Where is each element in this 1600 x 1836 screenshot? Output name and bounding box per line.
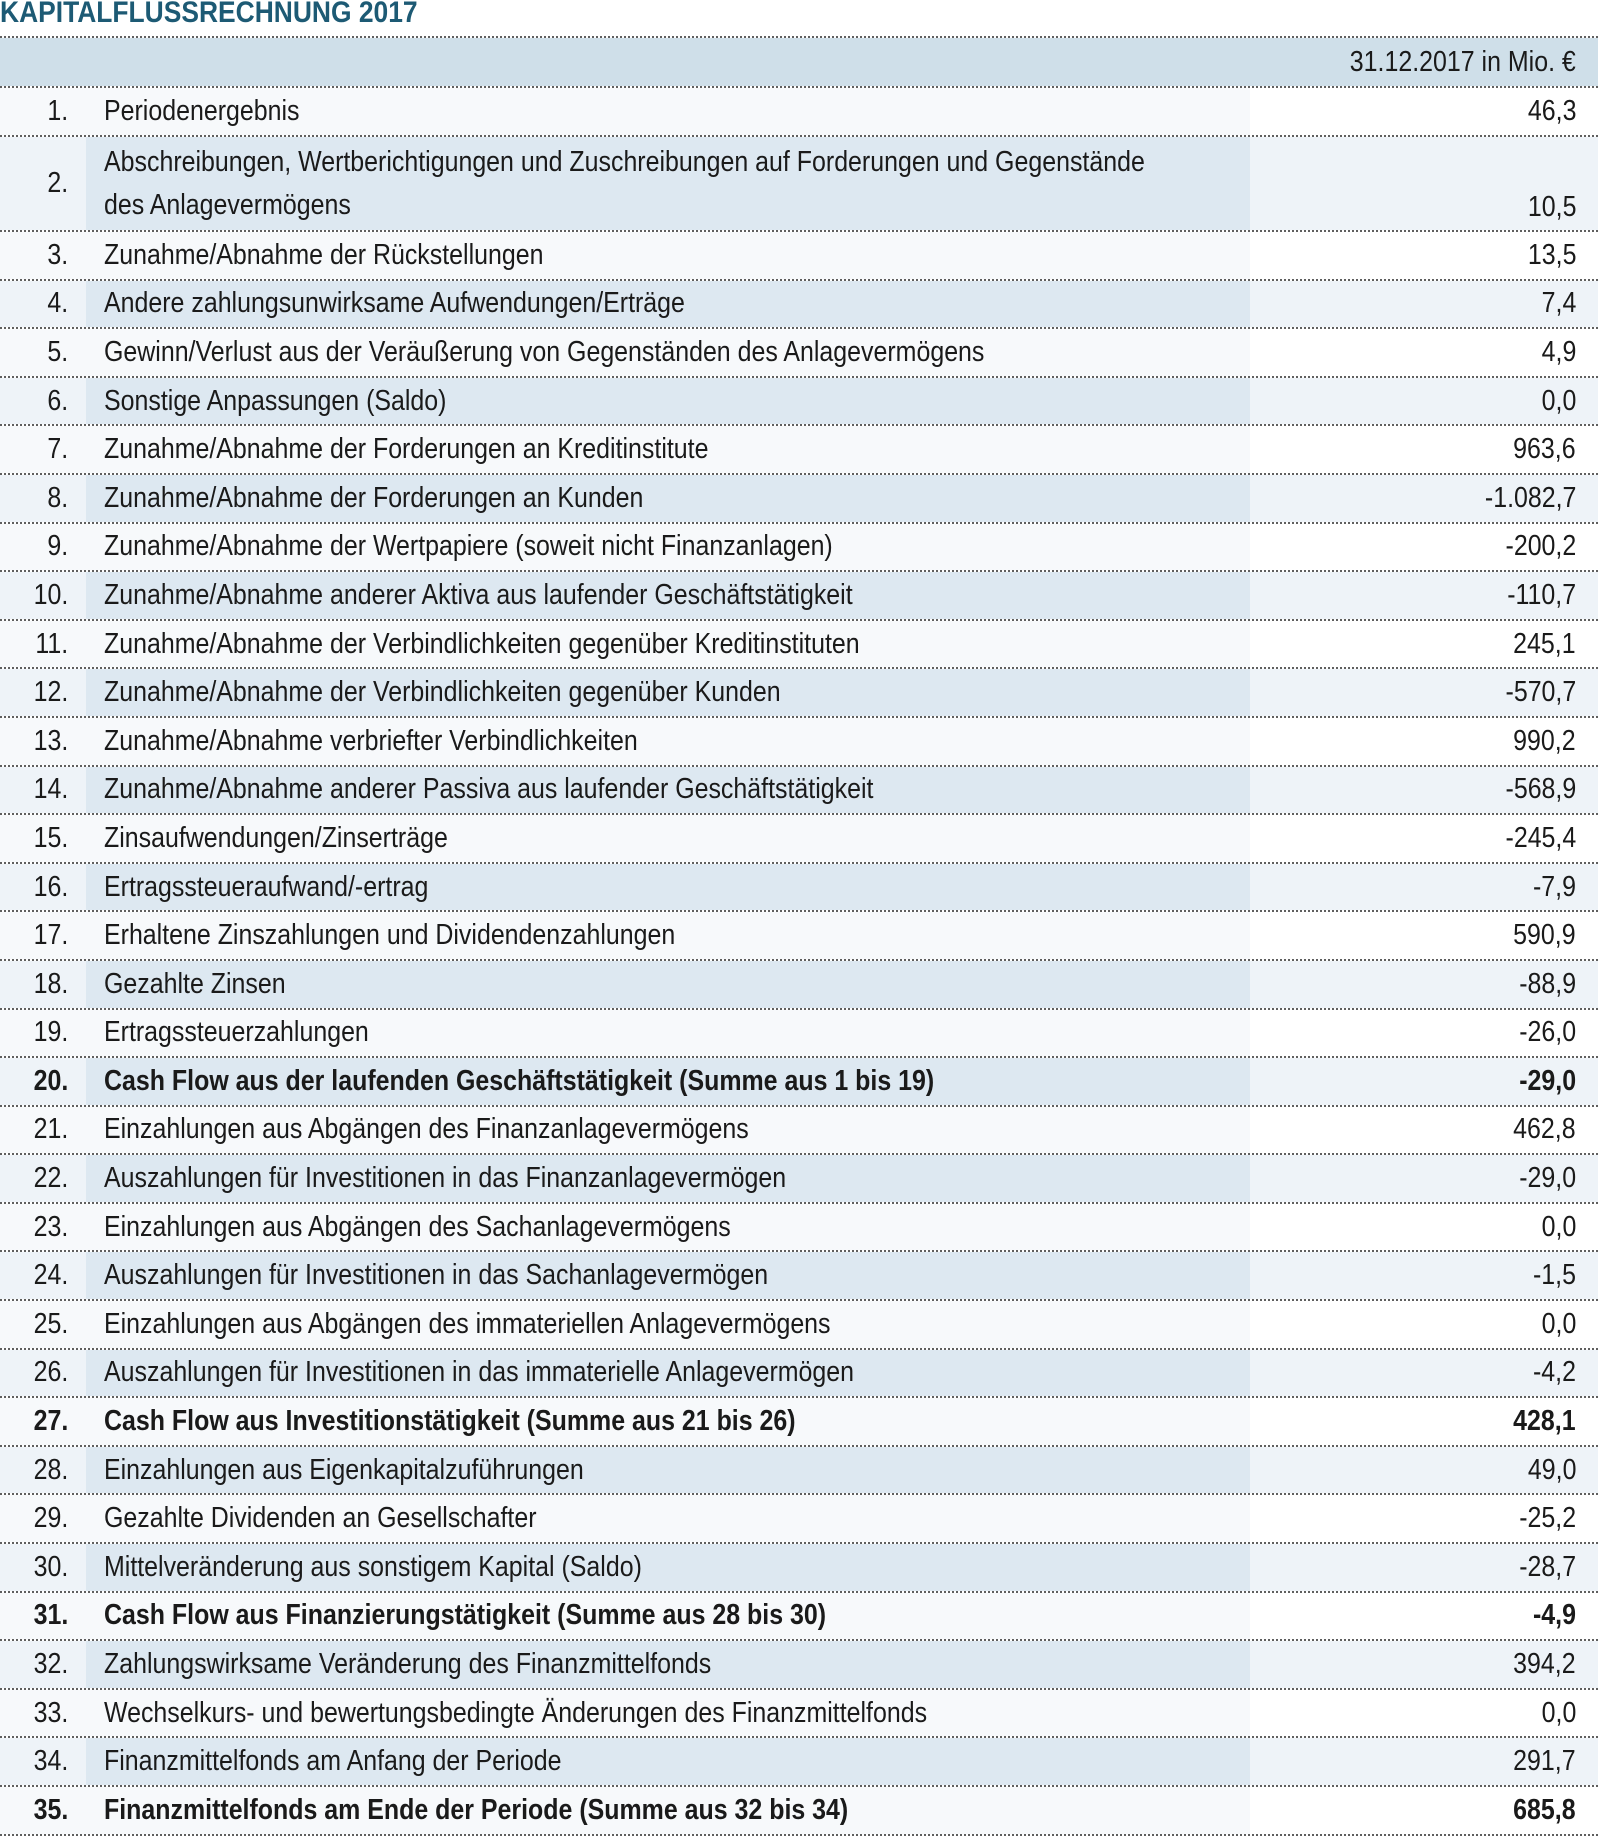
row-label-cell xyxy=(86,1252,1250,1299)
row-number: 31. xyxy=(33,1599,68,1632)
table-row xyxy=(0,1787,1598,1834)
table-row xyxy=(0,1398,1598,1445)
row-label: Zunahme/Abnahme der Verbindlichkeiten gegenüber Kreditinstituten xyxy=(104,627,860,660)
row-number-cell xyxy=(0,426,86,473)
table-row xyxy=(0,1155,1598,1202)
row-number-cell xyxy=(0,475,86,522)
row-label-cell xyxy=(86,426,1250,473)
row-number: 5. xyxy=(47,335,68,368)
row-number: 16. xyxy=(33,870,68,903)
row-label: Zunahme/Abnahme der Verbindlichkeiten gegenüber Kunden xyxy=(104,676,781,709)
row-number: 33. xyxy=(33,1696,68,1729)
row-label-cell xyxy=(86,1058,1250,1105)
row-value-cell xyxy=(1250,1593,1598,1640)
row-number-cell xyxy=(0,1204,86,1251)
row-number: 21. xyxy=(33,1113,68,1146)
row-number-cell xyxy=(0,1058,86,1105)
table-row xyxy=(0,137,1598,230)
row-value-cell xyxy=(1250,572,1598,619)
row-number: 29. xyxy=(33,1502,68,1535)
row-number: 15. xyxy=(33,821,68,854)
row-number-cell xyxy=(0,1398,86,1445)
row-value-cell xyxy=(1250,864,1598,911)
row-label: Periodenergebnis xyxy=(104,95,300,127)
table-header-row xyxy=(0,38,1598,86)
row-label-cell xyxy=(86,281,1250,328)
row-value-cell xyxy=(1250,1495,1598,1542)
row-number: 17. xyxy=(33,919,68,952)
row-label-cell xyxy=(86,767,1250,814)
row-label: Gezahlte Dividenden an Gesellschafter xyxy=(104,1502,537,1535)
table-row xyxy=(0,572,1598,619)
row-value: 990,2 xyxy=(1513,724,1576,757)
row-number-cell xyxy=(0,1544,86,1591)
row-value-cell xyxy=(1250,1544,1598,1591)
row-number: 12. xyxy=(33,676,68,709)
table-row xyxy=(0,88,1598,135)
row-value: -29,0 xyxy=(1519,1162,1576,1195)
row-value: 245,1 xyxy=(1513,627,1576,660)
header-value-column xyxy=(0,38,1598,86)
row-value-cell xyxy=(1250,961,1598,1008)
row-number: 24. xyxy=(33,1259,68,1292)
row-number-cell xyxy=(0,1155,86,1202)
row-value-cell xyxy=(1250,1252,1598,1299)
row-label-cell xyxy=(86,1738,1250,1785)
row-number-cell xyxy=(0,1690,86,1737)
row-label-cell xyxy=(86,718,1250,765)
table-row xyxy=(0,1301,1598,1348)
row-value-cell xyxy=(1250,1107,1598,1154)
row-label-cell xyxy=(86,1398,1250,1445)
row-number: 2. xyxy=(47,167,68,199)
row-number-cell xyxy=(0,88,86,135)
row-value: -88,9 xyxy=(1519,967,1576,1000)
row-label: Einzahlungen aus Abgängen des immateriellen Anlagevermögens xyxy=(104,1307,831,1340)
row-label-cell xyxy=(86,912,1250,959)
row-number: 4. xyxy=(47,287,68,320)
row-label-cell xyxy=(86,1301,1250,1348)
row-value-cell xyxy=(1250,378,1598,425)
row-value: 963,6 xyxy=(1513,433,1576,466)
row-value: 685,8 xyxy=(1513,1793,1576,1826)
row-value-cell xyxy=(1250,426,1598,473)
row-value-cell xyxy=(1250,1787,1598,1834)
row-number-cell xyxy=(0,815,86,862)
row-number-cell xyxy=(0,1593,86,1640)
row-number-cell xyxy=(0,669,86,716)
row-value-cell xyxy=(1250,524,1598,571)
row-label: Auszahlungen für Investitionen in das immaterielle Anlagevermögen xyxy=(104,1356,855,1389)
table-row xyxy=(0,621,1598,668)
row-number-cell xyxy=(0,1495,86,1542)
row-number: 19. xyxy=(33,1016,68,1049)
row-value: 291,7 xyxy=(1513,1745,1576,1778)
row-number: 1. xyxy=(47,95,68,127)
row-value: 4,9 xyxy=(1541,335,1576,368)
row-value-cell xyxy=(1250,1155,1598,1202)
row-value-cell xyxy=(1250,1690,1598,1737)
row-value-cell xyxy=(1250,1641,1598,1688)
table-row xyxy=(0,815,1598,862)
row-number-cell xyxy=(0,281,86,328)
row-label-cell xyxy=(86,1010,1250,1057)
row-number-cell xyxy=(0,1447,86,1494)
row-label: Zunahme/Abnahme anderer Passiva aus laufender Geschäftstätigkeit xyxy=(104,773,874,806)
row-value: 590,9 xyxy=(1513,919,1576,952)
row-label-cell xyxy=(86,572,1250,619)
row-label: Zahlungswirksame Veränderung des Finanzmittelfonds xyxy=(104,1648,712,1681)
row-label: Abschreibungen, Wertberichtigungen und Zuschreibungen auf Forderungen und Gegenstände xyxy=(104,145,1145,178)
row-label: Finanzmittelfonds am Ende der Periode (Summe aus 32 bis 34) xyxy=(104,1793,849,1826)
row-number: 32. xyxy=(33,1648,68,1681)
table-row xyxy=(0,864,1598,911)
row-number: 28. xyxy=(33,1453,68,1486)
row-value-cell xyxy=(1250,815,1598,862)
row-label: Zunahme/Abnahme der Forderungen an Kunden xyxy=(104,481,644,514)
row-label-cell xyxy=(86,1350,1250,1397)
row-value-cell xyxy=(1250,1010,1598,1057)
row-number: 3. xyxy=(47,238,68,271)
row-value-cell xyxy=(1250,329,1598,376)
table-row xyxy=(0,281,1598,328)
row-value: -4,9 xyxy=(1533,1599,1576,1632)
row-label: Zunahme/Abnahme der Rückstellungen xyxy=(104,238,544,271)
row-number: 20. xyxy=(33,1064,68,1097)
row-number-cell xyxy=(0,1252,86,1299)
row-number-cell xyxy=(0,864,86,911)
row-label: Zinsaufwendungen/Zinserträge xyxy=(104,821,448,854)
cash-flow-table xyxy=(0,36,1598,1836)
row-number: 11. xyxy=(35,627,68,660)
row-value: 7,4 xyxy=(1541,287,1576,320)
row-value: 13,5 xyxy=(1527,238,1576,271)
row-label: Gezahlte Zinsen xyxy=(104,967,286,1000)
row-label-cell xyxy=(86,621,1250,668)
row-number-cell xyxy=(0,1787,86,1834)
row-label: Zunahme/Abnahme der Wertpapiere (soweit nicht Finanzanlagen) xyxy=(104,530,833,563)
row-value-cell xyxy=(1250,1447,1598,1494)
table-row xyxy=(0,718,1598,765)
row-label-cell xyxy=(86,1690,1250,1737)
row-label-cell xyxy=(86,1495,1250,1542)
row-number: 22. xyxy=(33,1162,68,1195)
table-row xyxy=(0,1738,1598,1785)
row-value-cell xyxy=(1250,718,1598,765)
row-value-cell xyxy=(1250,1301,1598,1348)
row-value: 394,2 xyxy=(1513,1648,1576,1681)
table-row xyxy=(0,232,1598,279)
table-row xyxy=(0,1204,1598,1251)
row-value-cell xyxy=(1250,281,1598,328)
row-value-cell xyxy=(1250,621,1598,668)
row-number-cell xyxy=(0,137,86,230)
row-number-cell xyxy=(0,232,86,279)
row-number: 23. xyxy=(33,1210,68,1243)
row-label: Einzahlungen aus Abgängen des Sachanlagevermögens xyxy=(104,1210,731,1243)
table-row xyxy=(0,329,1598,376)
table-row xyxy=(0,1447,1598,1494)
row-value: -1.082,7 xyxy=(1484,481,1576,514)
row-value: -568,9 xyxy=(1505,773,1576,806)
table-row xyxy=(0,1058,1598,1105)
row-number: 35. xyxy=(33,1793,68,1826)
row-label-cell xyxy=(86,329,1250,376)
row-label: Cash Flow aus Finanzierungstätigkeit (Summe aus 28 bis 30) xyxy=(104,1599,827,1632)
row-number: 25. xyxy=(33,1307,68,1340)
table-title: KAPITALFLUSSRECHNUNG 2017 xyxy=(0,0,418,29)
row-number-cell xyxy=(0,912,86,959)
table-row xyxy=(0,912,1598,959)
row-number: 9. xyxy=(47,530,68,563)
table-row xyxy=(0,1593,1598,1640)
row-number-cell xyxy=(0,329,86,376)
row-label-cell xyxy=(86,1787,1250,1834)
table-row xyxy=(0,1690,1598,1737)
table-row xyxy=(0,426,1598,473)
row-value: -570,7 xyxy=(1505,676,1576,709)
row-number: 7. xyxy=(47,433,68,466)
row-number: 34. xyxy=(33,1745,68,1778)
table-row xyxy=(0,1350,1598,1397)
row-label: Einzahlungen aus Abgängen des Finanzanlagevermögens xyxy=(104,1113,749,1146)
row-label-cell xyxy=(86,1447,1250,1494)
row-label-cell xyxy=(86,475,1250,522)
row-number-cell xyxy=(0,1641,86,1688)
table-row xyxy=(0,475,1598,522)
row-label: Erhaltene Zinszahlungen und Dividendenzahlungen xyxy=(104,919,676,952)
row-number: 13. xyxy=(33,724,68,757)
row-value: -1,5 xyxy=(1533,1259,1576,1292)
row-value: -245,4 xyxy=(1505,821,1576,854)
row-label: des Anlagevermögens xyxy=(104,188,351,221)
row-number-cell xyxy=(0,767,86,814)
row-label-cell xyxy=(86,1155,1250,1202)
row-value-cell xyxy=(1250,232,1598,279)
row-number: 26. xyxy=(33,1356,68,1389)
row-number-cell xyxy=(0,524,86,571)
row-label: Mittelveränderung aus sonstigem Kapital (Saldo) xyxy=(104,1550,642,1583)
row-label-cell xyxy=(86,1204,1250,1251)
row-value-cell xyxy=(1250,1398,1598,1445)
row-label: Wechselkurs- und bewertungsbedingte Änderungen des Finanzmittelfonds xyxy=(104,1696,928,1729)
row-label-cell xyxy=(86,88,1250,135)
row-label-cell xyxy=(86,1544,1250,1591)
row-label: Cash Flow aus Investitionstätigkeit (Summe aus 21 bis 26) xyxy=(104,1405,796,1438)
row-value-cell xyxy=(1250,767,1598,814)
row-value-cell xyxy=(1250,475,1598,522)
row-label-cell xyxy=(86,1107,1250,1154)
row-value-cell xyxy=(1250,137,1598,230)
row-value-cell xyxy=(1250,912,1598,959)
row-label: Zunahme/Abnahme verbriefter Verbindlichkeiten xyxy=(104,724,638,757)
row-label: Finanzmittelfonds am Anfang der Periode xyxy=(104,1745,562,1778)
row-number-cell xyxy=(0,1010,86,1057)
row-value: 0,0 xyxy=(1541,384,1576,417)
row-number-cell xyxy=(0,1107,86,1154)
row-value: 10,5 xyxy=(1527,191,1576,223)
row-number: 27. xyxy=(33,1405,68,1438)
row-label: Auszahlungen für Investitionen in das Finanzanlagevermögen xyxy=(104,1162,787,1195)
row-number: 6. xyxy=(47,384,68,417)
row-label: Einzahlungen aus Eigenkapitalzuführungen xyxy=(104,1453,584,1486)
table-row xyxy=(0,1544,1598,1591)
row-label-cell xyxy=(86,232,1250,279)
row-number-cell xyxy=(0,572,86,619)
row-label: Cash Flow aus der laufenden Geschäftstätigkeit (Summe aus 1 bis 19) xyxy=(104,1064,935,1097)
row-label-cell xyxy=(86,378,1250,425)
table-row xyxy=(0,1010,1598,1057)
row-label: Zunahme/Abnahme der Forderungen an Kreditinstitute xyxy=(104,433,709,466)
row-value: 0,0 xyxy=(1541,1696,1576,1729)
row-value: -28,7 xyxy=(1519,1550,1576,1583)
row-value: 0,0 xyxy=(1541,1210,1576,1243)
row-value-cell xyxy=(1250,1738,1598,1785)
row-label-cell xyxy=(86,864,1250,911)
row-label-cell xyxy=(86,669,1250,716)
row-value: 49,0 xyxy=(1527,1453,1576,1486)
row-number-cell xyxy=(0,961,86,1008)
row-value: -4,2 xyxy=(1533,1356,1576,1389)
row-label: Ertragssteuerzahlungen xyxy=(104,1016,369,1049)
row-value: 428,1 xyxy=(1513,1405,1576,1438)
row-label: Sonstige Anpassungen (Saldo) xyxy=(104,384,447,417)
row-value: -29,0 xyxy=(1519,1064,1576,1097)
row-value: -7,9 xyxy=(1533,870,1576,903)
table-row xyxy=(0,669,1598,716)
table-row xyxy=(0,524,1598,571)
row-value-cell xyxy=(1250,1204,1598,1251)
row-label: Auszahlungen für Investitionen in das Sachanlagevermögen xyxy=(104,1259,769,1292)
table-row xyxy=(0,1495,1598,1542)
row-value: -200,2 xyxy=(1505,530,1576,563)
row-value: -110,7 xyxy=(1507,578,1576,611)
row-number-cell xyxy=(0,621,86,668)
row-label-cell xyxy=(86,961,1250,1008)
table-row xyxy=(0,961,1598,1008)
row-number: 8. xyxy=(47,481,68,514)
row-label-cell xyxy=(86,1641,1250,1688)
row-number-cell xyxy=(0,1350,86,1397)
row-value: 0,0 xyxy=(1541,1307,1576,1340)
row-value: 46,3 xyxy=(1527,95,1576,127)
row-label-cell xyxy=(86,524,1250,571)
row-number-cell xyxy=(0,1738,86,1785)
row-number-cell xyxy=(0,378,86,425)
row-number: 10. xyxy=(33,578,68,611)
row-number: 30. xyxy=(33,1550,68,1583)
header-value-label: 31.12.2017 in Mio. € xyxy=(1349,45,1576,78)
row-label: Gewinn/Verlust aus der Veräußerung von Gegenständen des Anlagevermögens xyxy=(104,335,985,368)
row-label-cell xyxy=(86,137,1250,230)
row-value-cell xyxy=(1250,1350,1598,1397)
row-value-cell xyxy=(1250,1058,1598,1105)
table-body xyxy=(0,88,1598,1836)
table-row xyxy=(0,378,1598,425)
row-value: -26,0 xyxy=(1519,1016,1576,1049)
row-value-cell xyxy=(1250,88,1598,135)
table-row xyxy=(0,1641,1598,1688)
row-value-cell xyxy=(1250,669,1598,716)
row-number-cell xyxy=(0,1301,86,1348)
table-row xyxy=(0,767,1598,814)
table-row xyxy=(0,1107,1598,1154)
row-number: 14. xyxy=(33,773,68,806)
row-label-cell xyxy=(86,1593,1250,1640)
row-value: 462,8 xyxy=(1513,1113,1576,1146)
row-label: Zunahme/Abnahme anderer Aktiva aus laufender Geschäftstätigkeit xyxy=(104,578,853,611)
table-row xyxy=(0,1252,1598,1299)
row-number-cell xyxy=(0,718,86,765)
row-value: -25,2 xyxy=(1519,1502,1576,1535)
row-label: Ertragssteueraufwand/-ertrag xyxy=(104,870,429,903)
row-label-cell xyxy=(86,815,1250,862)
row-number: 18. xyxy=(33,967,68,1000)
row-label: Andere zahlungsunwirksame Aufwendungen/Erträge xyxy=(104,287,685,320)
